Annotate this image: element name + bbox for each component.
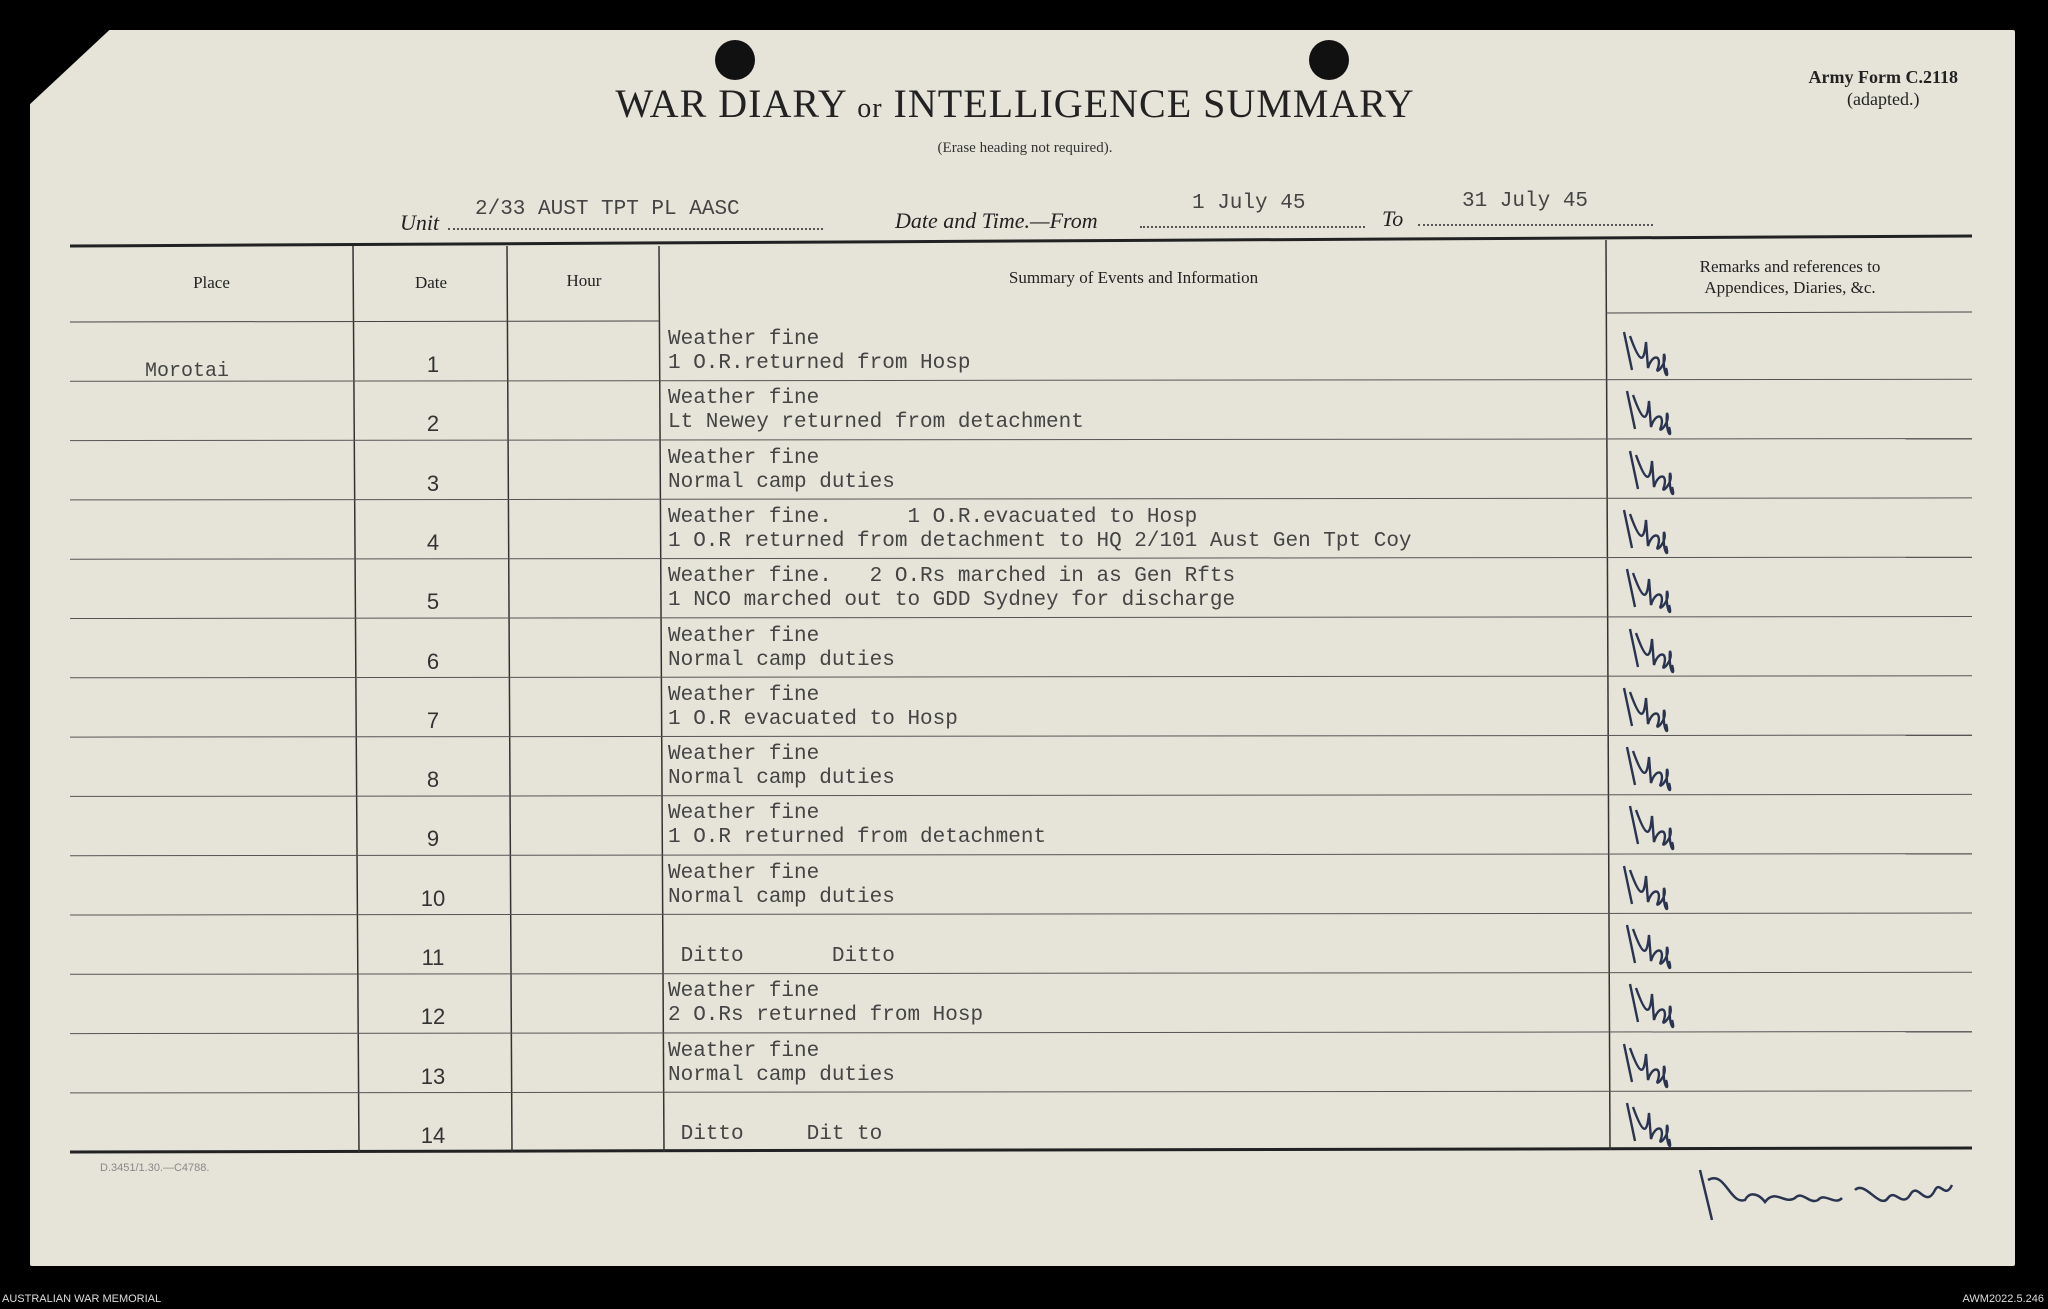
remarks-initials (1621, 383, 1691, 443)
summary-line-2: Ditto Ditto (668, 945, 895, 968)
summary-line-1: Weather fine. 1 O.R.evacuated to Hosp (668, 505, 1198, 529)
erase-note: (Erase heading not required). (937, 140, 1113, 156)
summary-line-1: Weather fine (668, 1039, 820, 1063)
summary-line-2: Normal camp duties (668, 885, 895, 909)
remarks-initials (1621, 917, 1691, 977)
page-title: WAR DIARY or INTELLIGENCE SUMMARY (615, 81, 1415, 126)
date-cell: 1 (426, 352, 440, 377)
summary-line-2: 1 O.R returned from detachment to HQ 2/101 Aust Gen Tpt Coy (668, 529, 1412, 553)
summary-line-2: Normal camp duties (668, 767, 895, 791)
remarks-initials (1624, 976, 1694, 1036)
date-cell: 13 (420, 1063, 446, 1089)
date-cell: 3 (426, 470, 440, 496)
column-header-remarks: Remarks and references to Appendices, Diaries, &c. (1699, 257, 1881, 297)
summary-line-1: Weather fine (668, 328, 820, 351)
summary-line-2: 1 O.R.returned from Hosp (668, 352, 971, 375)
remarks-initials (1621, 739, 1691, 799)
column-header-summary: Summary of Events and Information (1008, 268, 1259, 287)
unit-label: Unit (400, 210, 440, 235)
summary-line-2: Normal camp duties (668, 648, 895, 672)
summary-line-2: Lt Newey returned from detachment (668, 411, 1084, 435)
date-cell: 10 (420, 885, 446, 911)
army-form-label: Army Form C.2118 (adapted.) (1808, 67, 1958, 109)
summary-line-1: Weather fine (668, 683, 820, 707)
remarks-initials (1621, 1095, 1691, 1155)
date-cell: 4 (426, 529, 440, 555)
datetime-label: Date and Time.—From (895, 208, 1098, 233)
column-header-place: Place (193, 273, 230, 292)
summary-line-1: Weather fine (668, 743, 820, 767)
summary-line-1: Weather fine (668, 802, 820, 826)
to-value: 31 July 45 (1462, 190, 1589, 213)
from-value: 1 July 45 (1192, 192, 1306, 215)
date-cell: 9 (426, 826, 440, 852)
remarks-initials (1618, 324, 1688, 384)
date-cell: 5 (426, 589, 440, 615)
place-value: Morotai (145, 360, 230, 383)
summary-line-2: Normal camp duties (668, 1063, 895, 1087)
summary-line-1: Weather fine (668, 387, 820, 411)
remarks-initials (1618, 858, 1688, 918)
summary-line-2: 1 O.R evacuated to Hosp (668, 707, 958, 731)
date-cell: 8 (426, 767, 440, 793)
form-print-code: D.3451/1.30.—C4788. (100, 1162, 210, 1174)
unit-value: 2/33 AUST TPT PL AASC (475, 198, 740, 221)
column-header-date: Date (414, 273, 448, 292)
date-cell: 6 (426, 648, 440, 674)
summary-line-2: 1 O.R returned from detachment (668, 826, 1047, 850)
summary-line-1: Weather fine (668, 624, 820, 648)
summary-line-1: Weather fine (668, 980, 820, 1004)
archive-credit: AUSTRALIAN WAR MEMORIAL (2, 1293, 162, 1305)
officer-signature (1690, 1150, 1970, 1230)
date-cell: 2 (426, 411, 440, 437)
date-cell: 12 (420, 1004, 446, 1030)
remarks-initials (1621, 561, 1691, 621)
remarks-initials (1624, 443, 1694, 503)
date-cell: 11 (421, 945, 445, 970)
remarks-initials (1618, 502, 1688, 562)
remarks-initials (1624, 798, 1694, 858)
summary-line-1: Weather fine (668, 446, 820, 470)
summary-line-1: Weather fine (668, 861, 820, 885)
summary-line-2: 1 NCO marched out to GDD Sydney for discharge (668, 589, 1236, 613)
remarks-initials (1624, 621, 1694, 681)
remarks-initials (1618, 680, 1688, 740)
summary-line-2: 2 O.Rs returned from Hosp (668, 1004, 984, 1028)
date-cell: 14 (420, 1122, 446, 1148)
summary-line-1: Weather fine. 2 O.Rs marched in as Gen Rfts (668, 565, 1236, 589)
column-header-hour: Hour (566, 271, 602, 290)
summary-line-2: Normal camp duties (668, 470, 895, 494)
summary-line-2: Ditto Dit to (668, 1122, 883, 1146)
archive-reference: AWM2022.5.246 (1962, 1293, 2044, 1305)
remarks-initials (1618, 1036, 1688, 1096)
date-cell: 7 (426, 707, 440, 733)
to-label: To (1382, 206, 1404, 231)
